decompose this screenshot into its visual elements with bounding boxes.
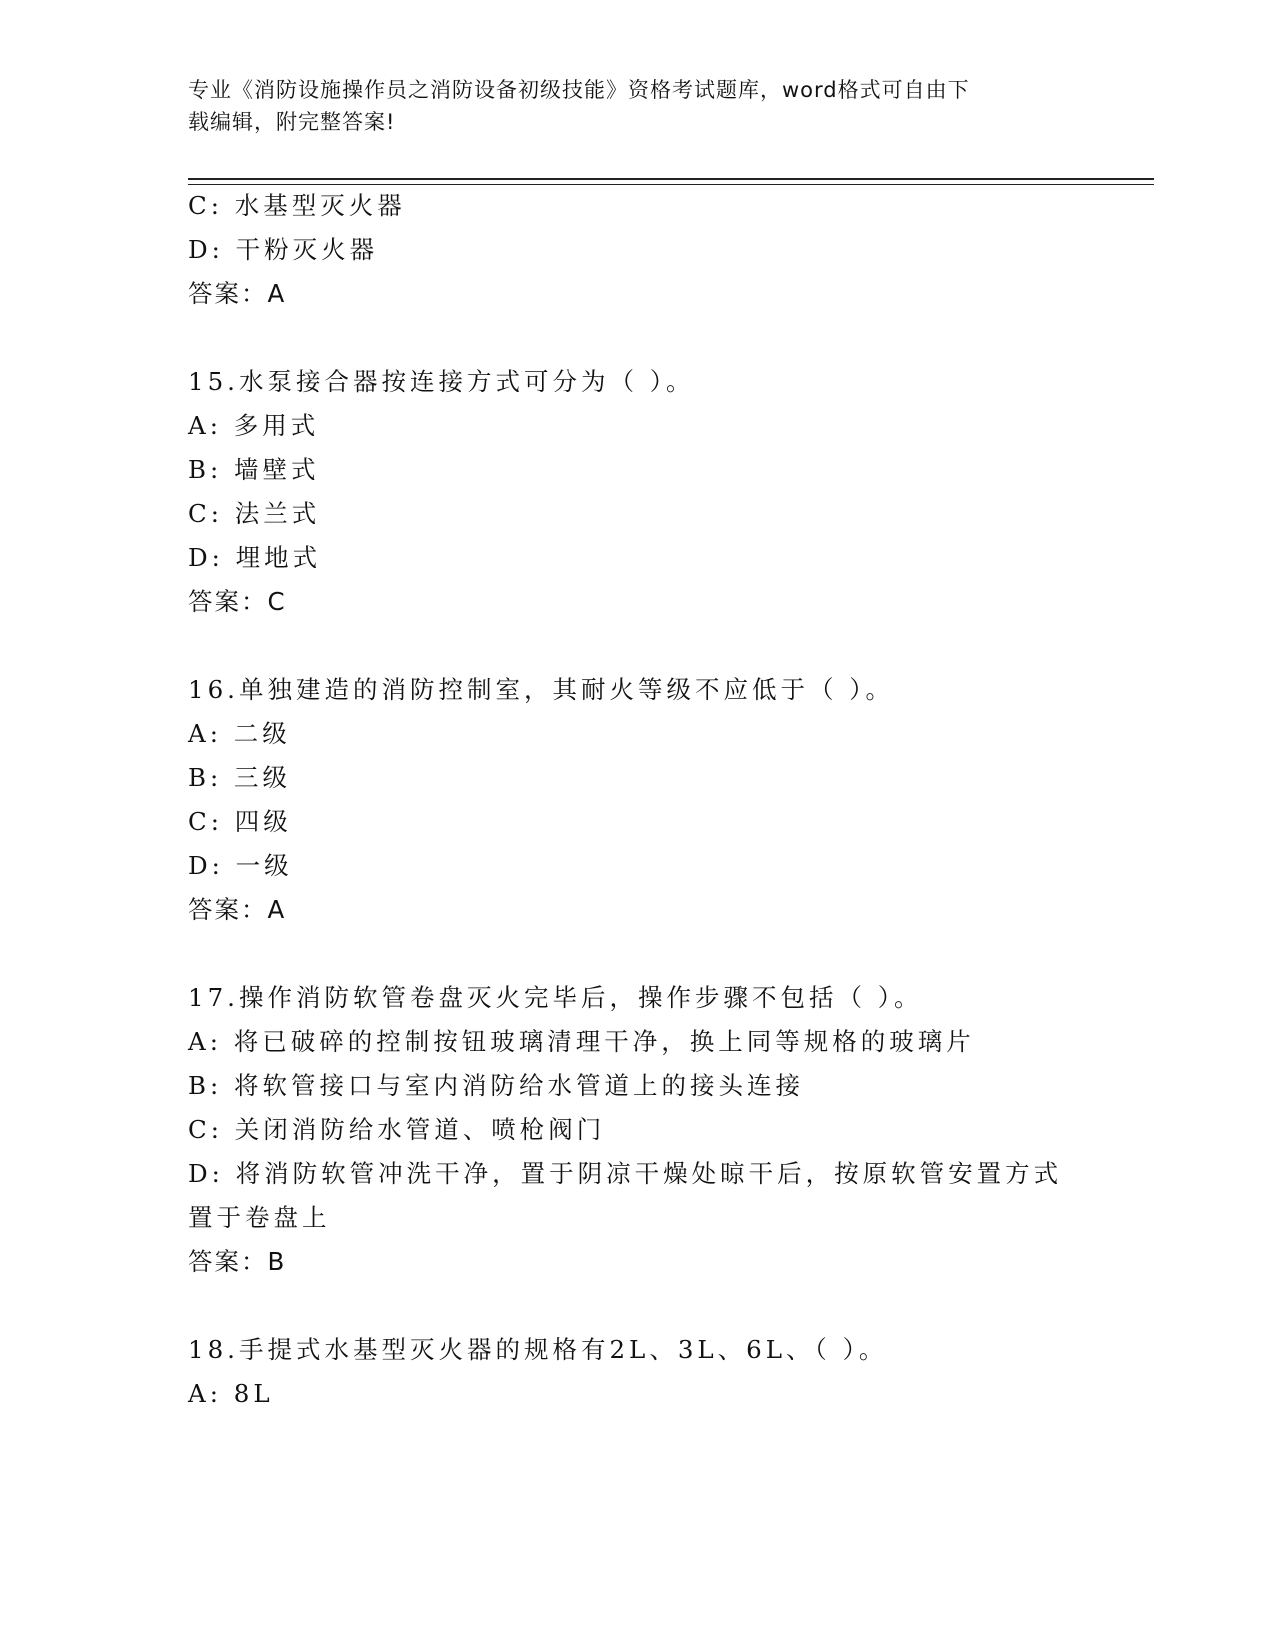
q15-answer: 答案：C (188, 587, 287, 616)
header-line-2: 载编辑，附完整答案! (188, 110, 396, 134)
q15-option-a: A: 多用式 (188, 411, 320, 440)
q16-stem: 16.单独建造的消防控制室，其耐火等级不应低于（ ）。 (188, 675, 894, 704)
q17-option-d-line-2: 置于卷盘上 (188, 1203, 331, 1232)
q16-option-d: D: 一级 (188, 851, 293, 880)
q17-stem: 17.操作消防软管卷盘灭火完毕后，操作步骤不包括（ ）。 (188, 983, 923, 1012)
prev-option-d: D: 干粉灭火器 (188, 235, 379, 264)
q15-option-d: D: 埋地式 (188, 543, 322, 572)
header-divider-thin (188, 184, 1154, 185)
q17-option-b: B: 将软管接口与室内消防给水管道上的接头连接 (188, 1071, 805, 1100)
header-divider-thick (188, 178, 1154, 180)
header-line-1: 专业《消防设施操作员之消防设备初级技能》资格考试题库，word格式可自由下 (188, 78, 970, 102)
prev-option-c: C: 水基型灭火器 (188, 191, 406, 220)
document-header (188, 74, 1088, 138)
q16-option-b: B: 三级 (188, 763, 292, 792)
q15-option-c: C: 法兰式 (188, 499, 321, 528)
q16-option-c: C: 四级 (188, 807, 292, 836)
q18-stem: 18.手提式水基型灭火器的规格有2L、3L、6L、（ ）。 (188, 1335, 888, 1364)
prev-answer: 答案：A (188, 279, 287, 308)
q16-option-a: A: 二级 (188, 719, 291, 748)
q17-answer: 答案：B (188, 1247, 287, 1276)
q15-stem: 15.水泵接合器按连接方式可分为（ ）。 (188, 367, 695, 396)
q17-option-a: A: 将已破碎的控制按钮玻璃清理干净，换上同等规格的玻璃片 (188, 1027, 975, 1056)
q17-option-d-line-1: D: 将消防软管冲洗干净，置于阴凉干燥处晾干后，按原软管安置方式 (188, 1159, 1063, 1188)
q16-answer: 答案：A (188, 895, 287, 924)
q17-option-c: C: 关闭消防给水管道、喷枪阀门 (188, 1115, 606, 1144)
q15-option-b: B: 墙壁式 (188, 455, 320, 484)
q18-option-a: A: 8L (188, 1379, 274, 1408)
